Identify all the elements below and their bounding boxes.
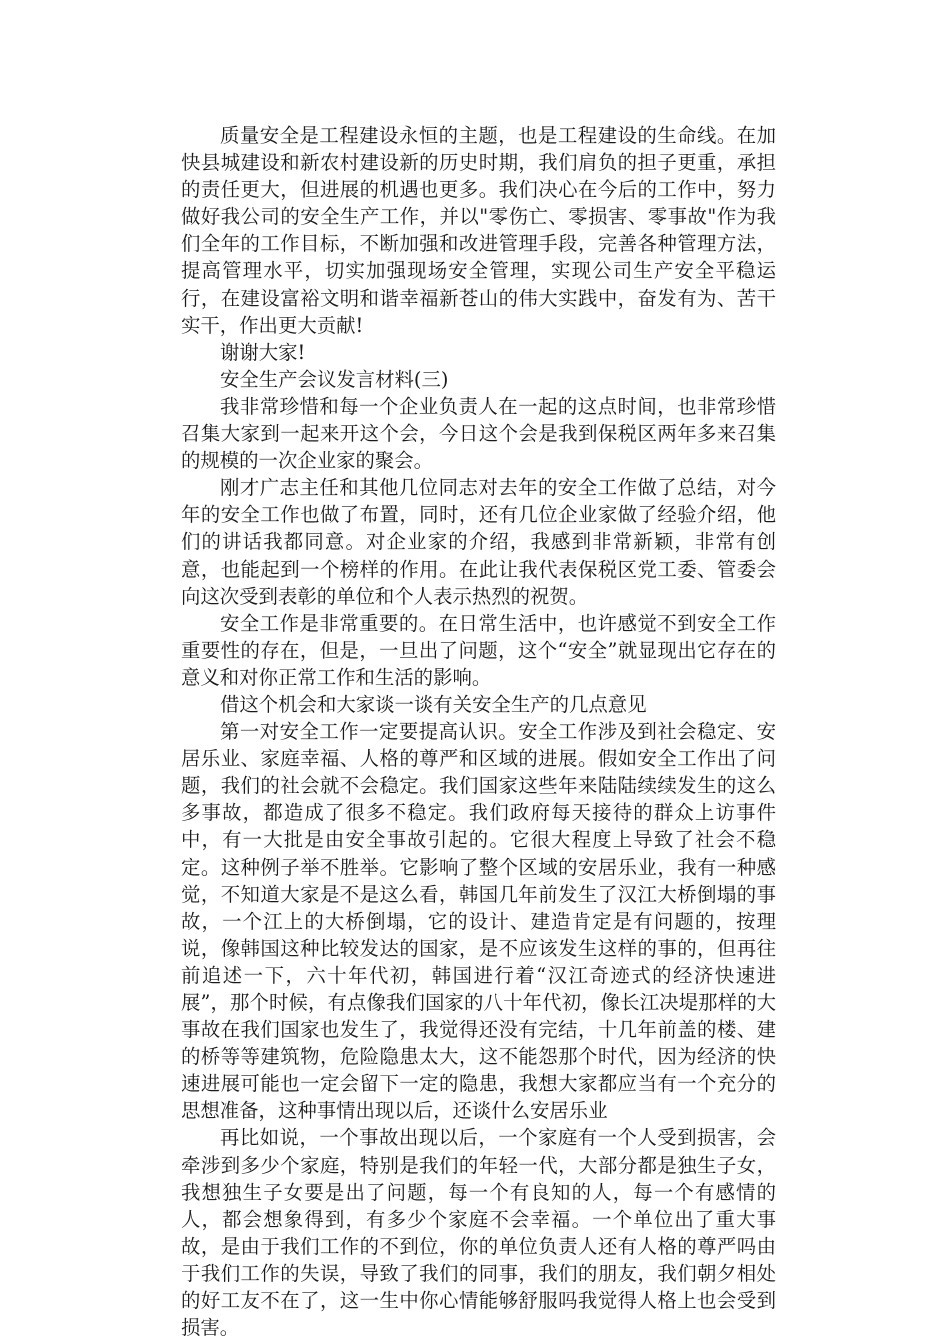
paragraph-first-point: 第一对安全工作一定要提高认识。安全工作涉及到社会稳定、安居乐业、家庭幸福、人格的尊严和区域的进展。假如安全工作出了问题，我们的社会就不会稳定。我们国家这些年来陆陆续续发生的这么多事故，都造成了很多不稳定。我们政府每天接待的群众上访事件中，有一大批是由安全事故引起的。它很大程度上导致了社会不稳定。这种例子举不胜举。它影响了整个区域的安居乐业，我有一种感觉，不知道大家是不是这么看，韩国几年前发生了汉江大桥倒塌的事故，一个江上的大桥倒塌，它的设计、建造肯定是有问题的，按理说，像韩国这种比较发达的国家，是不应该发生这样的事的，但再往前追述一下，六十年代初，韩国进行着“汉江奇迹式的经济快速进展”，那个时候，有点像我们国家的八十年代初，像长江决堤那样的大事故在我们国家也发生了，我觉得还没有完结，十几年前盖的楼、建的桥等等建筑物，危险隐患太大，这不能怨那个时代，因为经济的快速进展可能也一定会留下一定的隐患，我想大家都应当有一个充分的思想准备，这种事情出现以后，还谈什么安居乐业 (181, 720, 776, 1123)
paragraph-summary: 刚才广志主任和其他几位同志对去年的安全工作做了总结，对今年的安全工作也做了布置，同时，还有几位企业家做了经验介绍，他们的讲话我都同意。对企业家的介绍，我感到非常新颖，非常有创意，也能起到一个榜样的作用。在此让我代表保税区党工委、管委会向这次受到表彰的单位和个人表示热烈的祝贺。 (181, 476, 776, 608)
section-heading: 安全生产会议发言材料(三) (220, 367, 449, 391)
paragraph-opinions-intro: 借这个机会和大家谈一谈有关安全生产的几点意见 (220, 692, 647, 716)
paragraph-quality-safety: 质量安全是工程建设永恒的主题，也是工程建设的生命线。在加快县城建设和新农村建设新的历史时期，我们肩负的担子更重，承担的责任更大，但进展的机遇也更多。我们决心在今后的工作中，努力做好我公司的安全生产工作，并以"零伤亡、零损害、零事故"作为我们全年的工作目标，不断加强和改进管理手段，完善各种管理方法，提高管理水平，切实加强现场安全管理，实现公司生产安全平稳运行，在建设富裕文明和谐幸福新苍山的伟大实践中，奋发有为、苦干实干，作出更大贡献! (181, 124, 776, 337)
paragraph-family-example: 再比如说，一个事故出现以后，一个家庭有一个人受到损害，会牵涉到多少个家庭，特别是我们的年轻一代，大部分都是独生子女，我想独生子女要是出了问题，每一个有良知的人，每一个有感情的人，都会想象得到，有多少个家庭不会幸福。一个单位出了重大事故，是由于我们工作的不到位，你的单位负责人还有人格的尊严吗由于我们工作的失误，导致了我们的同事，我们的朋友，我们朝夕相处的好工友不在了，这一生中你心情能够舒服吗我觉得人格上也会受到损害。 (181, 1126, 776, 1340)
paragraph-importance: 安全工作是非常重要的。在日常生活中，也许感觉不到安全工作重要性的存在，但是，一旦出了问题，这个“安全”就显现出它存在的意义和对你正常工作和生活的影响。 (181, 611, 776, 689)
paragraph-opening: 我非常珍惜和每一个企业负责人在一起的这点时间，也非常珍惜召集大家到一起来开这个会，今日这个会是我到保税区两年多来召集的规模的一次企业家的聚会。 (181, 394, 776, 473)
paragraph-thanks: 谢谢大家! (220, 340, 306, 364)
document-page (181, 122, 776, 1341)
